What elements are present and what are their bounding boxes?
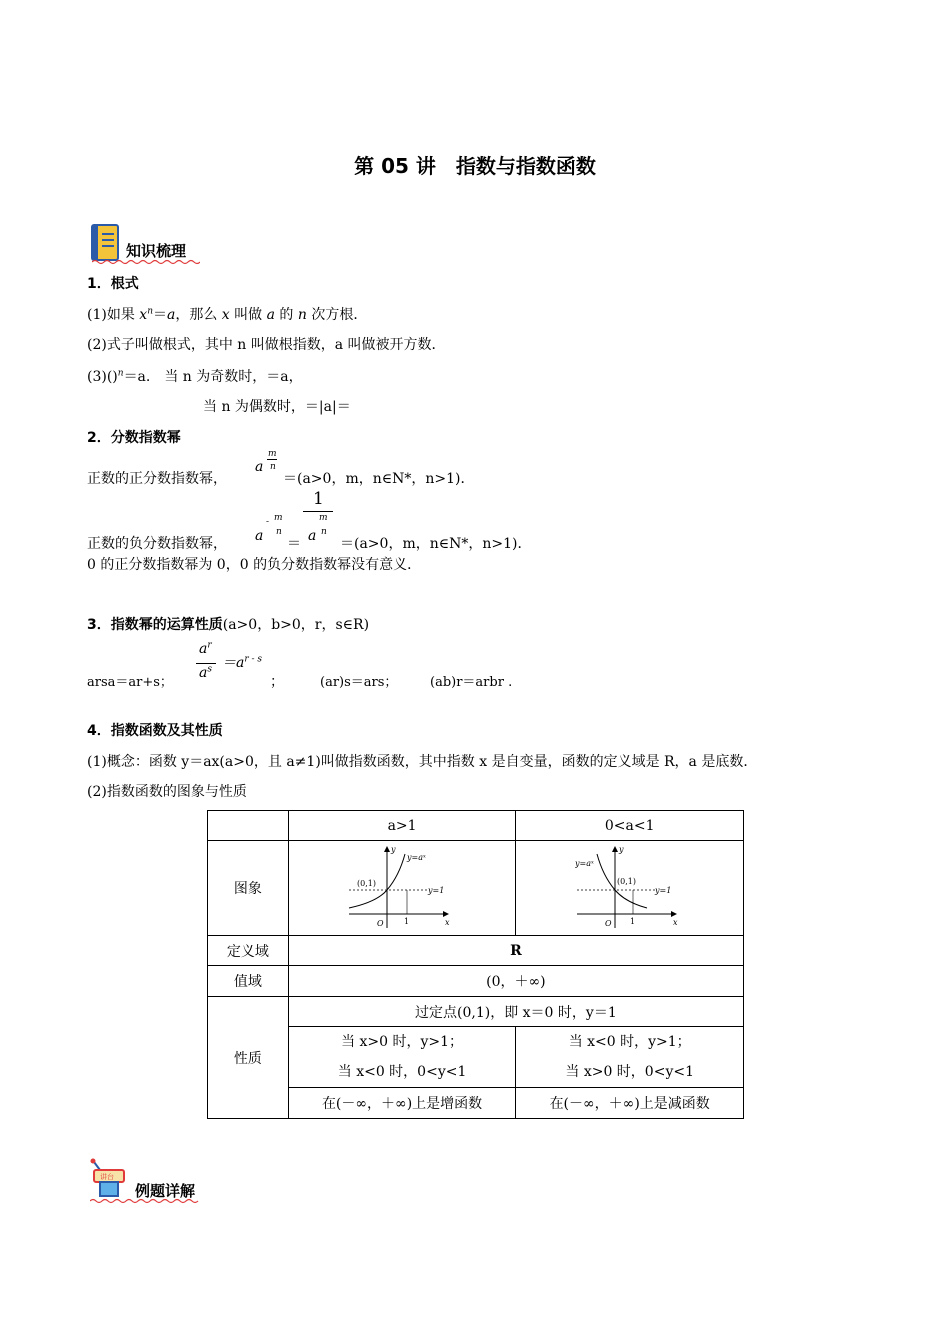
table-corner-cell — [208, 811, 289, 841]
s3-frac-num: $a^r$ — [199, 640, 212, 657]
neg-den-m: m — [319, 513, 328, 523]
neg-equals: ＝ — [287, 536, 301, 552]
table-graph-row — [208, 841, 744, 936]
table-range-row — [208, 966, 744, 997]
s1-line3: (3)()$^n$＝a. 当 n 为奇数时，＝a， — [87, 368, 303, 385]
s3-rule-1: arsa＝ar+s； — [87, 675, 173, 690]
table-fixed-point-row — [208, 997, 744, 1027]
increasing-sign-cell — [288, 1027, 516, 1088]
s1-line4: 当 n 为偶数时，＝|a|＝ — [203, 399, 351, 415]
podium-icon — [88, 1158, 130, 1200]
section-3-heading-line — [87, 614, 369, 634]
graph1-origin-label: O — [377, 918, 384, 928]
s2-negative-label: 正数的负分数指数幂， — [87, 536, 227, 552]
graph1-y-label: y — [391, 844, 396, 854]
increasing-graph — [347, 844, 457, 929]
graph2-one-label: 1 — [629, 916, 635, 926]
neg-den-base: a — [308, 528, 317, 544]
s2-zero-rule: 0 的正分数指数幂为 0，0 的负分数指数幂没有意义． — [87, 557, 422, 573]
s3-rule-2-sep: ； — [270, 674, 284, 690]
decreasing-monotonic: 在(－∞，＋∞)上是减函数 — [516, 1088, 744, 1119]
podium-label: 讲台 — [100, 1173, 114, 1181]
section-2-heading: 2．分数指数幂 — [87, 430, 181, 446]
s3-rule-4: (ab)r＝arbr . — [430, 675, 513, 690]
row-label-properties: 性质 — [208, 997, 289, 1119]
graph1-asymptote-label: y=1 — [428, 885, 445, 895]
neg-frac-numerator: 1 — [313, 489, 324, 509]
graph2-curve-label: y=aˣ — [574, 858, 594, 868]
section-4-heading: 4．指数函数及其性质 — [87, 723, 223, 739]
s1-line2: (2)式子叫做根式，其中 n 叫做根指数，a 叫做被开方数． — [87, 337, 446, 353]
fixed-point-value: 过定点(0,1)，即 x＝0 时，y＝1 — [288, 997, 743, 1027]
book-icon — [90, 224, 120, 262]
dec-prop-1: 当 x<0 时，y>1； — [568, 1034, 691, 1050]
header-a-gt-1: a>1 — [288, 811, 516, 841]
graph1-point-label: (0,1) — [357, 878, 377, 888]
graph1-x-label: x — [445, 917, 450, 927]
wave-underline-2-icon — [90, 1198, 202, 1204]
decreasing-sign-cell — [516, 1027, 744, 1088]
s4-table-caption: (2)指数函数的图象与性质 — [87, 784, 247, 800]
wave-underline-icon — [92, 259, 200, 265]
neg-frac-bar — [303, 511, 333, 512]
inc-prop-2: 当 x<0 时，0<y<1 — [337, 1064, 467, 1080]
section-knowledge-label: 知识梳理 — [126, 242, 187, 260]
graph-decreasing-cell — [516, 841, 744, 936]
inc-prop-1: 当 x>0 时，y>1； — [341, 1034, 464, 1050]
s3-frac-den: $a^s$ — [199, 664, 212, 681]
pos-power-base: a — [255, 459, 264, 475]
dec-prop-2: 当 x>0 时，0<y<1 — [565, 1064, 694, 1080]
table-header-row — [208, 811, 744, 841]
neg-power-base: a — [255, 528, 264, 544]
table-sign-row — [208, 1027, 744, 1088]
exponential-properties-table — [207, 810, 744, 1119]
neg-power-n: n — [276, 527, 282, 537]
graph1-curve-label: y=aˣ — [407, 852, 426, 862]
domain-value: R — [288, 936, 743, 966]
table-monotonic-row — [208, 1088, 744, 1119]
pos-frac-bar — [267, 459, 277, 460]
s3-frac-bar — [196, 663, 216, 664]
range-value: (0，＋∞) — [288, 966, 743, 997]
decreasing-graph — [575, 844, 685, 929]
page-title: 第 05 讲 指数与指数函数 — [354, 154, 596, 178]
section-3-cond: (a>0，b>0，r，s∈R) — [222, 617, 370, 633]
section-1-heading: 1．根式 — [87, 276, 139, 292]
graph2-origin-label: O — [604, 918, 612, 928]
graph2-y-label: y — [618, 844, 624, 854]
graph-increasing-cell — [288, 841, 516, 936]
s3-frac-result: $=a^{r - s}$ — [222, 654, 263, 671]
graph2-point-label: (0,1) — [616, 876, 636, 886]
graph1-one-label: 1 — [404, 916, 410, 926]
section-examples-label: 例题详解 — [135, 1182, 196, 1200]
s3-rule-3: (ar)s＝ars； — [320, 675, 398, 690]
pos-power-n: n — [270, 462, 276, 472]
graph2-x-label: x — [672, 917, 678, 927]
s2-positive-cond: ＝(a>0，m，n∈N*，n>1)． — [283, 471, 475, 487]
row-label-domain: 定义域 — [208, 936, 289, 966]
table-domain-row — [208, 936, 744, 966]
s1-line1: (1)如果 $x^n=a$，那么 x 叫做 a 的 n 次方根． — [87, 306, 368, 323]
s2-positive-label: 正数的正分数指数幂， — [87, 471, 227, 487]
neg-den-n: n — [321, 527, 327, 537]
s4-concept: (1)概念：函数 y＝ax(a>0，且 a≠1)叫做指数函数，其中指数 x 是自变量，函数的定义域是 R，a 是底数． — [87, 754, 758, 770]
section-3-heading: 3．指数幂的运算性质 — [87, 617, 223, 633]
row-label-range: 值域 — [208, 966, 289, 997]
neg-power-minus: - — [266, 517, 270, 527]
header-a-between-0-1: 0<a<1 — [516, 811, 744, 841]
s2-negative-cond: ＝(a>0，m，n∈N*，n>1)． — [340, 536, 532, 552]
pos-power-m: m — [268, 449, 277, 459]
neg-power-m: m — [274, 513, 283, 523]
graph2-asymptote-label: y=1 — [654, 885, 671, 895]
row-label-graph: 图象 — [208, 841, 289, 936]
increasing-monotonic: 在(－∞，＋∞)上是增函数 — [288, 1088, 516, 1119]
